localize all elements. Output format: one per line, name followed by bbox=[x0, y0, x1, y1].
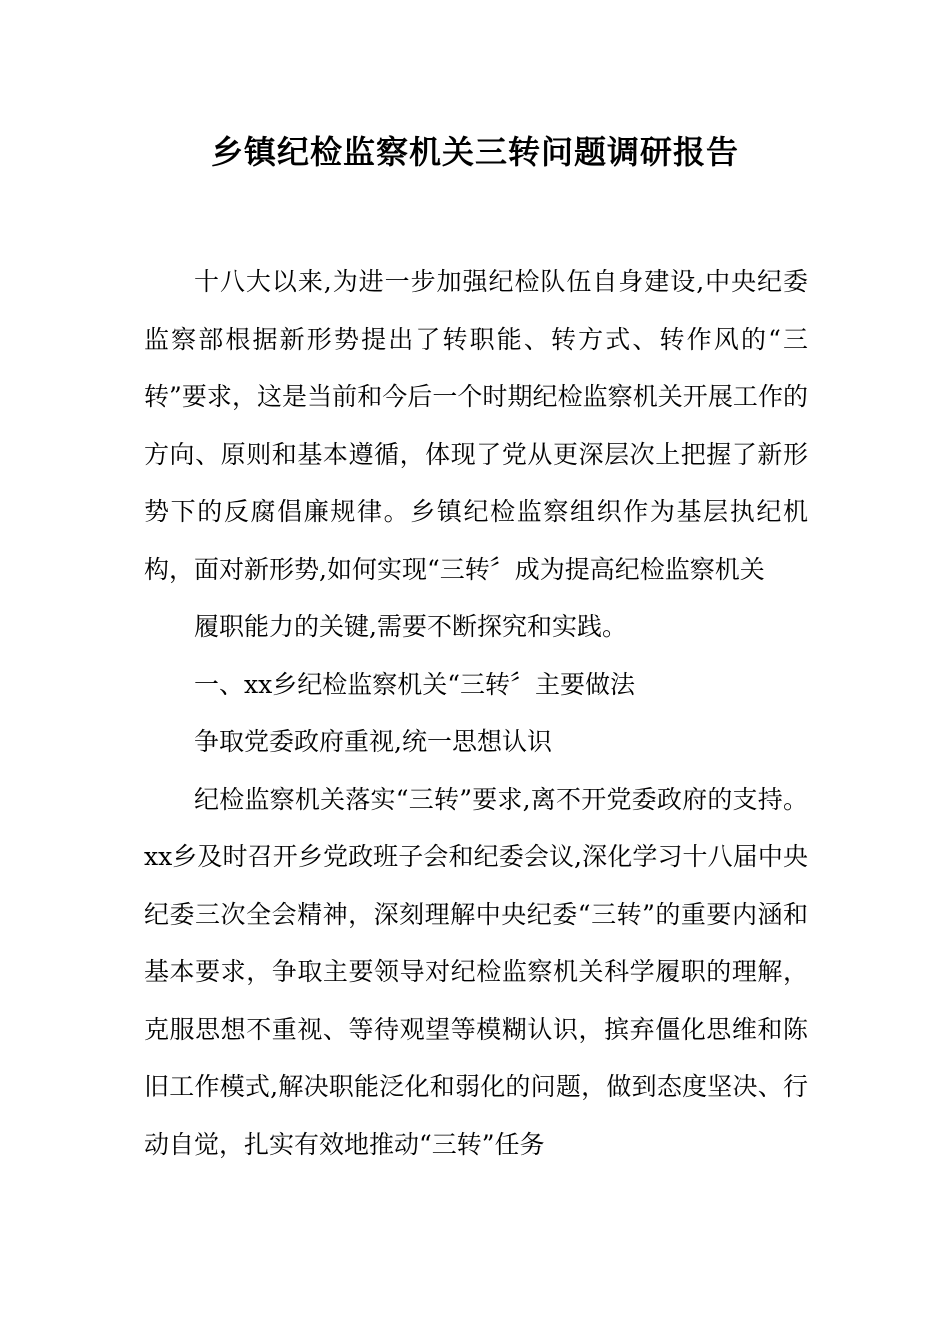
paragraph-continuation: 履职能力的关键,需要不断探究和实践。 bbox=[194, 612, 627, 641]
subsection-heading-party-support: 争取党委政府重视,统一思想认识 bbox=[194, 727, 552, 756]
document-title: 乡镇纪检监察机关三转问题调研报告 bbox=[210, 133, 739, 171]
section-heading-main-practices: 一、xx乡纪检监察机关“三转〞主要做法 bbox=[194, 669, 635, 699]
paragraph-intro: 十八大以来,为进一步加强纪检队伍自身建设,中央纪委监察部根据新形势提出了转职能、转方式、转作风的“三转”要求，这是当前和今后一个时期纪检监察机关开展工作的方向、原则和基本遵循，体现了党从更深层次上把握了新形势下的反腐倡廉规律。乡镇纪检监察组织作为基层执纪机构，面对新形势,如何实现“三转〞成为提高纪检监察机关 bbox=[144, 267, 808, 584]
paragraph-party-support: 纪检监察机关落实“三转”要求,离不开党委政府的支持。xx乡及时召开乡党政班子会和纪委会议,深化学习十八届中央纪委三次全会精神，深刻理解中央纪委“三转”的重要内涵和基本要求，争取主要领导对纪检监察机关科学履职的理解，克服思想不重视、等待观望等模糊认识，摈弃僵化思维和陈旧工作模式,解决职能泛化和弱化的问题，做到态度坚决、行动自觉，扎实有效地推动“三转”任务 bbox=[144, 784, 808, 1159]
document-body bbox=[144, 253, 808, 1173]
